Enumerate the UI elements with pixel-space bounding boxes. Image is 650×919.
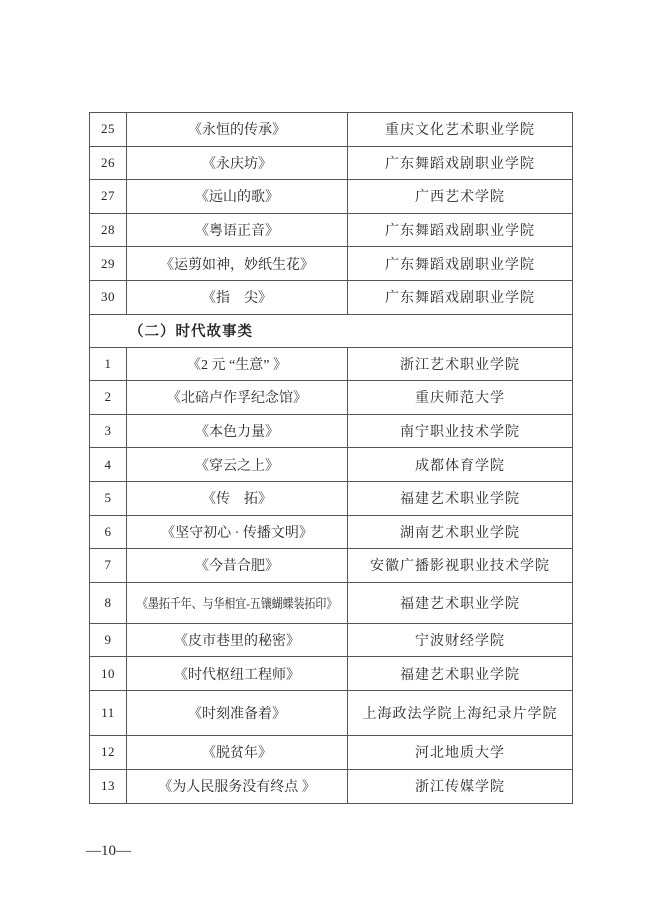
work-title-cell: 《传 拓》	[127, 482, 348, 515]
row-number-cell: 10	[90, 657, 127, 690]
row-number-cell: 5	[90, 482, 127, 515]
row-number-cell: 4	[90, 448, 127, 481]
work-title-cell: 《脱贫年》	[127, 736, 348, 769]
row-number-cell: 25	[90, 113, 127, 146]
section-header-row	[90, 315, 572, 348]
table-row	[90, 381, 572, 415]
institution-cell: 河北地质大学	[415, 746, 505, 762]
work-title-condensed: 《墨拓千年、与华相宜-五镶蝴蝶装拓印》	[136, 596, 338, 612]
row-number-cell: 9	[90, 624, 127, 657]
institution-cell: 广东舞蹈戏剧职业学院	[385, 257, 535, 273]
awards-table	[89, 112, 573, 804]
institution-cell: 浙江艺术职业学院	[400, 357, 520, 373]
row-number-cell: 13	[90, 770, 127, 804]
row-number-cell: 30	[90, 281, 127, 314]
work-title-cell: 《本色力量》	[127, 415, 348, 448]
table-row	[90, 624, 572, 658]
institution-cell: 成都体育学院	[415, 458, 505, 474]
institution-cell: 福建艺术职业学院	[400, 492, 520, 508]
institution-cell: 宁波财经学院	[415, 634, 505, 650]
row-number-cell: 26	[90, 147, 127, 180]
institution-cell: 福建艺术职业学院	[400, 667, 520, 683]
page-number: —10—	[86, 843, 131, 859]
institution-cell: 广东舞蹈戏剧职业学院	[385, 156, 535, 172]
institution-cell: 浙江传媒学院	[415, 780, 505, 796]
row-number-cell: 8	[90, 583, 127, 623]
work-title-cell: 《远山的歌》	[127, 180, 348, 213]
row-number-cell: 3	[90, 415, 127, 448]
row-number-cell: 1	[90, 348, 127, 381]
work-title-cell	[127, 583, 348, 623]
row-number-cell: 11	[90, 691, 127, 735]
institution-cell: 福建艺术职业学院	[400, 596, 520, 612]
table-row	[90, 247, 572, 281]
table-row	[90, 770, 572, 804]
table-row	[90, 113, 572, 147]
table-row	[90, 583, 572, 624]
institution-cell: 湖南艺术职业学院	[400, 525, 520, 541]
institution-cell: 南宁职业技术学院	[400, 425, 520, 441]
row-number-cell: 7	[90, 549, 127, 582]
work-title-cell: 《永庆坊》	[127, 147, 348, 180]
section-header-label: （二）时代故事类	[129, 324, 253, 341]
institution-cell: 广东舞蹈戏剧职业学院	[385, 291, 535, 307]
work-title-cell: 《指 尖》	[127, 281, 348, 314]
institution-cell: 广西艺术学院	[415, 190, 505, 206]
row-number-cell: 28	[90, 214, 127, 247]
table-row	[90, 180, 572, 214]
institution-cell: 重庆文化艺术职业学院	[385, 123, 535, 139]
table-row	[90, 415, 572, 449]
work-title-cell: 《坚守初心 · 传播文明》	[127, 516, 348, 549]
row-number-cell: 6	[90, 516, 127, 549]
table-row	[90, 736, 572, 770]
table-row	[90, 214, 572, 248]
institution-cell: 重庆师范大学	[415, 391, 505, 407]
row-number-cell: 12	[90, 736, 127, 769]
table-row	[90, 147, 572, 181]
work-title-cell: 《永恒的传承》	[127, 113, 348, 146]
table-row	[90, 657, 572, 691]
institution-cell: 安徽广播影视职业技术学院	[370, 559, 550, 575]
table-row	[90, 549, 572, 583]
work-title-cell: 《2 元 “生意” 》	[127, 348, 348, 381]
table-row	[90, 281, 572, 315]
work-title-cell: 《穿云之上》	[127, 448, 348, 481]
table-row	[90, 348, 572, 382]
work-title-cell: 《皮市巷里的秘密》	[127, 624, 348, 657]
institution-cell: 上海政法学院上海纪录片学院	[362, 706, 558, 722]
institution-cell: 广东舞蹈戏剧职业学院	[385, 224, 535, 240]
table-row	[90, 691, 572, 736]
work-title-cell: 《北碚卢作孚纪念馆》	[127, 381, 348, 414]
table-row	[90, 482, 572, 516]
work-title-cell: 《时代枢纽工程师》	[127, 657, 348, 690]
work-title-cell: 《粤语正音》	[127, 214, 348, 247]
table-row	[90, 448, 572, 482]
work-title-cell: 《时刻准备着》	[127, 691, 348, 735]
row-number-cell: 29	[90, 247, 127, 280]
work-title-cell: 《运剪如神，妙纸生花》	[127, 247, 348, 280]
row-number-cell: 27	[90, 180, 127, 213]
row-number-cell: 2	[90, 381, 127, 414]
table-row	[90, 516, 572, 550]
work-title-cell: 《为人民服务没有终点 》	[127, 770, 348, 804]
work-title-cell: 《今昔合肥》	[127, 549, 348, 582]
